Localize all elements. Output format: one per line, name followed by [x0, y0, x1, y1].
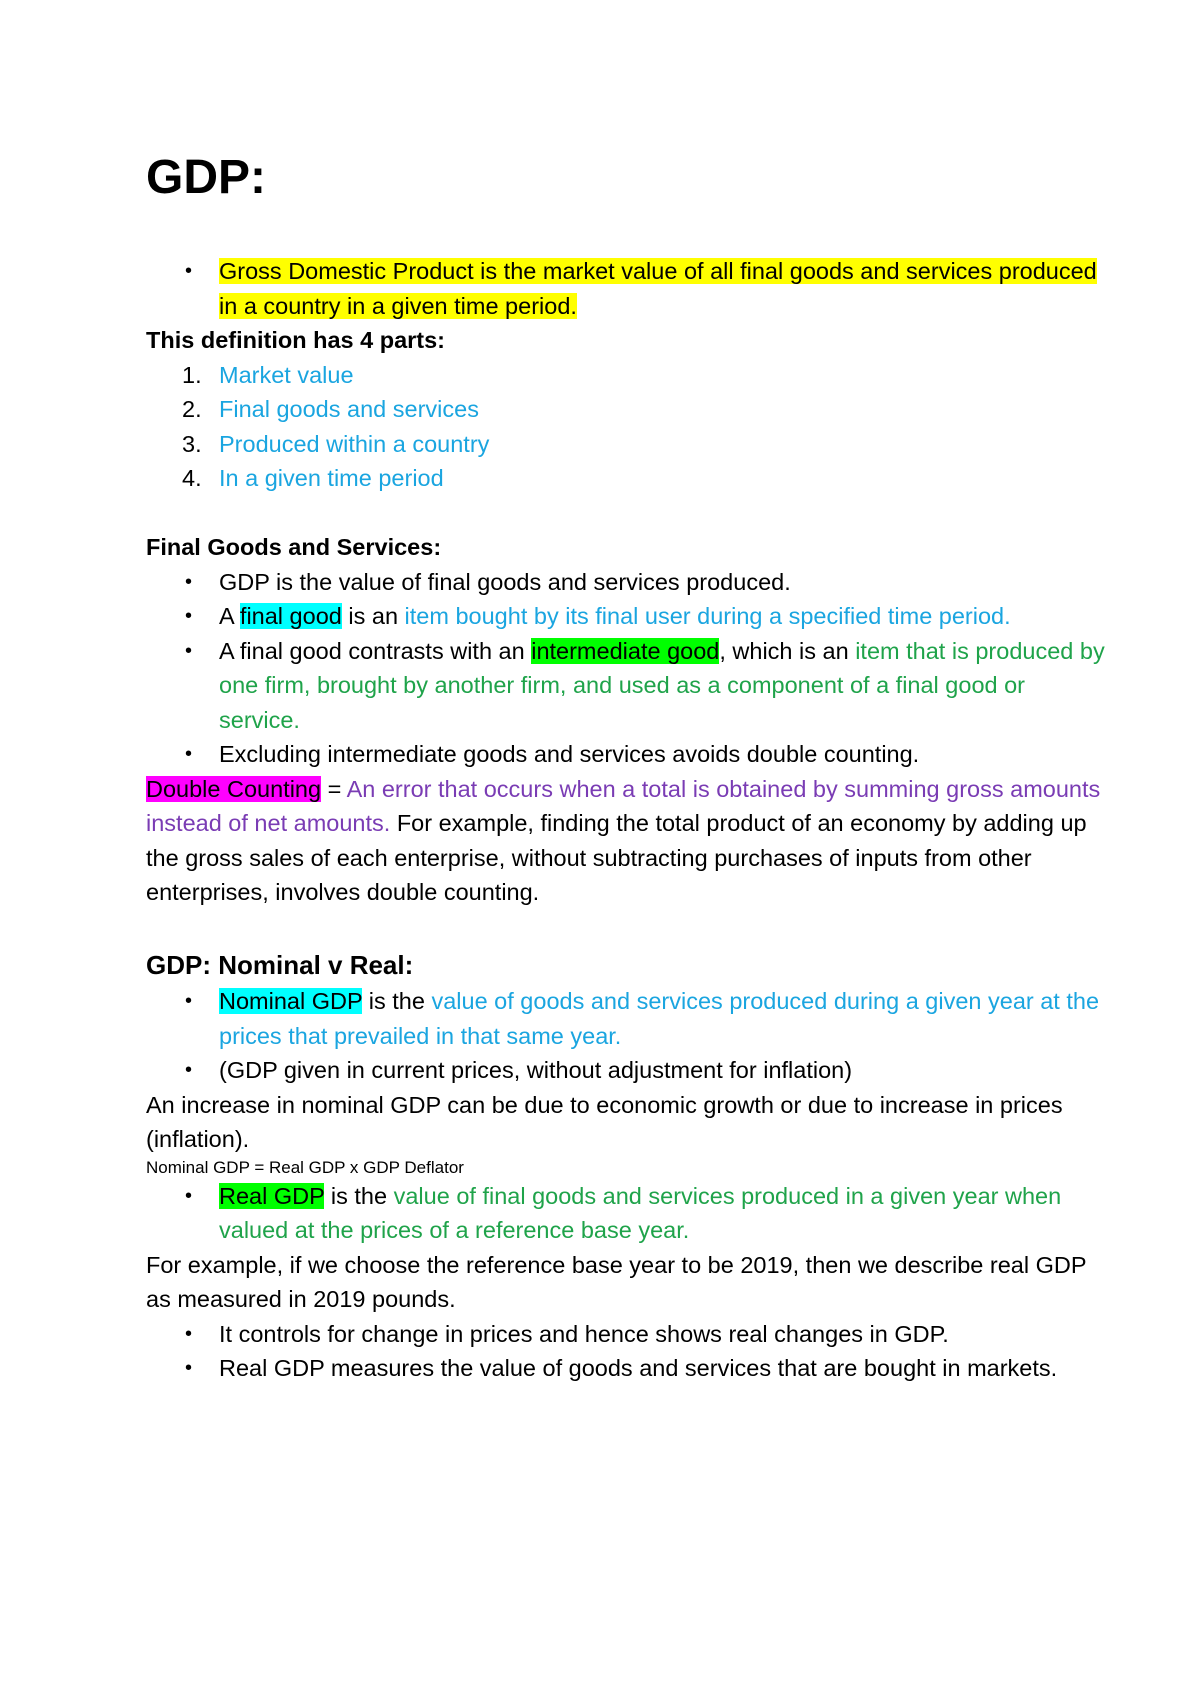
item-text: In a given time period	[219, 465, 444, 491]
section-heading-nominal-real: GDP: Nominal v Real:	[146, 950, 414, 980]
definition-final-good: item bought by its final user during a specified time period.	[404, 603, 1011, 629]
document-page	[146, 150, 1106, 1386]
bullet-text-pre: A final good contrasts with an	[219, 637, 532, 664]
bullet-item	[146, 1317, 1106, 1352]
base-year-paragraph: For example, if we choose the reference base year to be 2019, then we describe real GDP as measured in 2019 pounds.	[146, 1251, 1087, 1312]
double-counting-paragraph	[146, 772, 1106, 910]
section-heading-final-goods: Final Goods and Services:	[146, 534, 442, 560]
term-double-counting: Double Counting	[146, 775, 322, 802]
bullet-item	[146, 984, 1106, 1053]
item-number: 1.	[182, 361, 202, 388]
double-counting-example: For example, finding the total product of an economy by adding up the gross sales of each enterprise, without subtracting purchases of inputs from other enterprises, involves double counting.	[146, 810, 1087, 905]
bullet-text-mid: is the	[324, 1182, 394, 1209]
bullet-text: Excluding intermediate goods and services avoids double counting.	[219, 741, 920, 767]
bullet-text: GDP is the value of final goods and services produced.	[219, 568, 791, 595]
bullet-text-mid: is an	[341, 603, 405, 629]
item-number: 4.	[182, 465, 202, 491]
bullet-icon: •	[185, 1357, 193, 1379]
parts-heading: This definition has 4 parts:	[146, 327, 446, 353]
bullet-item	[146, 1351, 1106, 1386]
bullet-text-mid: is the	[362, 988, 432, 1014]
term-nominal-gdp: Nominal GDP	[219, 988, 363, 1014]
definition-bullet	[146, 254, 1106, 323]
definition-double-counting: An error that occurs when a total is obtained by summing gross amounts instead of net amounts.	[146, 775, 1101, 836]
spacer	[146, 910, 1106, 945]
term-intermediate-good: intermediate good	[531, 637, 720, 664]
bullet-icon: •	[185, 990, 193, 1012]
bullet-icon: •	[185, 1059, 193, 1081]
term-final-good: final good	[239, 603, 342, 629]
bullet-text: Real GDP measures the value of goods and services that are bought in markets.	[219, 1355, 1058, 1381]
item-text: Final goods and services	[219, 396, 479, 422]
item-text: Produced within a country	[219, 430, 490, 457]
spacer	[146, 496, 1106, 531]
bullet-icon: •	[185, 1184, 193, 1207]
bullet-icon: •	[185, 605, 193, 627]
bullet-text-pre: A	[219, 603, 240, 629]
bullet-text: It controls for change in prices and hence shows real changes in GDP.	[219, 1320, 949, 1347]
numbered-item	[146, 427, 1106, 462]
nominal-increase-paragraph: An increase in nominal GDP can be due to economic growth or due to increase in prices (inflation).	[146, 1091, 1063, 1152]
numbered-item	[146, 392, 1106, 427]
item-text: Market value	[219, 361, 354, 388]
bullet-item	[146, 1053, 1106, 1088]
bullet-icon: •	[185, 639, 193, 662]
bullet-icon: •	[185, 570, 193, 593]
bullet-text: (GDP given in current prices, without adjustment for inflation)	[219, 1057, 853, 1083]
bullet-icon: •	[185, 260, 193, 282]
gdp-formula: Nominal GDP = Real GDP x GDP Deflator	[146, 1157, 464, 1177]
bullet-item	[146, 599, 1106, 634]
item-number: 3.	[182, 430, 202, 457]
bullet-item	[146, 737, 1106, 772]
numbered-item	[146, 358, 1106, 393]
definition-real-gdp: value of final goods and services produced in a given year when valued at the prices of a reference base year.	[219, 1182, 1062, 1243]
page-title: GDP:	[146, 151, 266, 204]
definition-intermediate-good: item that is produced by one firm, brought by another firm, and used as a component of a final good or service.	[219, 637, 1105, 733]
equals-sign: =	[321, 775, 347, 802]
bullet-icon: •	[185, 1322, 193, 1345]
bullet-text-mid: , which is an	[719, 637, 856, 664]
bullet-item	[146, 565, 1106, 600]
bullet-item	[146, 634, 1106, 738]
bullet-icon: •	[185, 743, 193, 765]
item-number: 2.	[182, 396, 202, 422]
bullet-item	[146, 1179, 1106, 1248]
term-real-gdp: Real GDP	[219, 1182, 325, 1209]
definition-nominal-gdp: value of goods and services produced during a given year at the prices that prevailed in that same year.	[219, 988, 1100, 1049]
numbered-item	[146, 461, 1106, 496]
definition-text: Gross Domestic Product is the market value of all final goods and services produced in a country in a given time period.	[219, 258, 1097, 319]
